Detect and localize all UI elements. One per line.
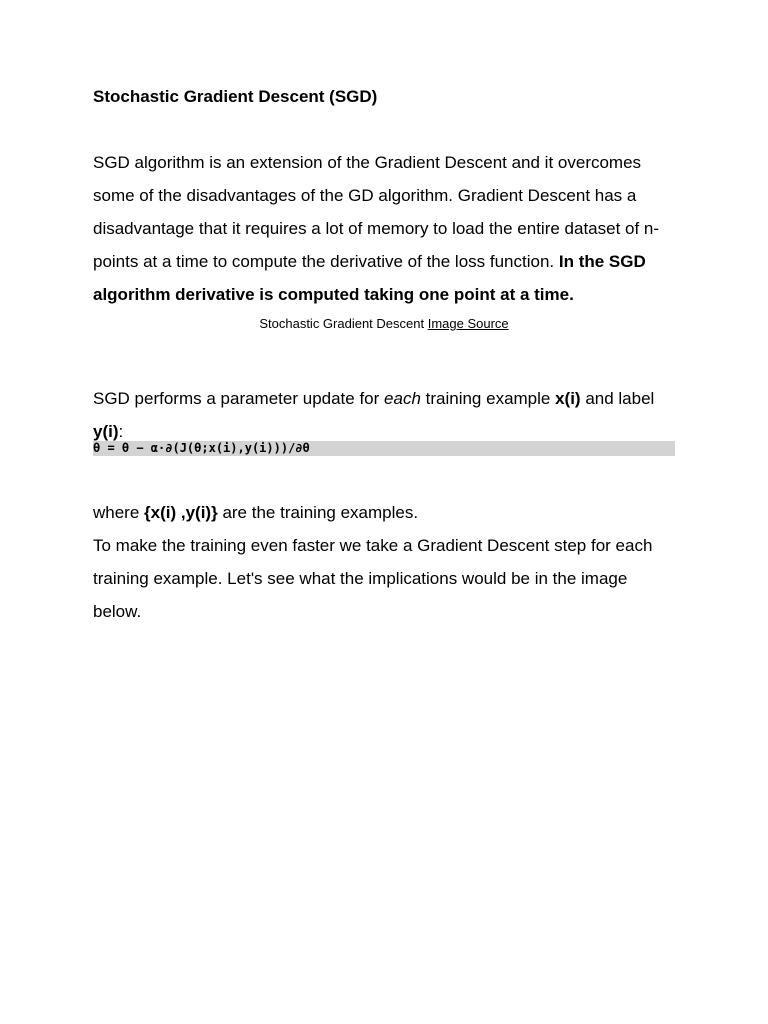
update-bold-x: x(i) xyxy=(555,389,581,408)
formula-code-block: θ = θ − α⋅∂(J(θ;x(i),y(i)))/∂θ xyxy=(93,441,675,456)
where-text-1: where xyxy=(93,503,145,522)
image-caption xyxy=(93,315,675,333)
caption-text: Stochastic Gradient Descent xyxy=(259,316,428,331)
where-text-2: are the training examples. xyxy=(217,503,419,522)
image-source-link[interactable]: Image Source xyxy=(427,316,509,331)
closing-paragraph: To make the training even faster we take a Gradient Descent step for each training example. Let's see what the implications would be in the image below. xyxy=(93,536,653,621)
update-text-2: training example xyxy=(420,389,556,408)
section-heading: Stochastic Gradient Descent (SGD) xyxy=(93,87,378,106)
update-italic: each xyxy=(384,389,421,408)
update-text-4: : xyxy=(118,422,124,441)
update-paragraph xyxy=(93,382,675,448)
update-bold-y: y(i) xyxy=(93,422,119,441)
where-paragraph xyxy=(93,496,675,529)
update-text-3: and label xyxy=(580,389,655,408)
intro-paragraph xyxy=(93,146,675,311)
intro-text: SGD algorithm is an extension of the Gradient Descent and it overcomes some of the disadvantages of the GD algorithm. Gradient Descent has a disadvantage that it requires a lot of memory to load the entire dataset of n-points at a time to compute the derivative of the loss function. xyxy=(93,153,660,271)
intro-bold-text: In the SGD algorithm derivative is computed taking one point at a time. xyxy=(93,252,646,304)
where-bold: {x(i) ,y(i)} xyxy=(144,503,218,522)
update-text-1: SGD performs a parameter update for xyxy=(93,389,385,408)
